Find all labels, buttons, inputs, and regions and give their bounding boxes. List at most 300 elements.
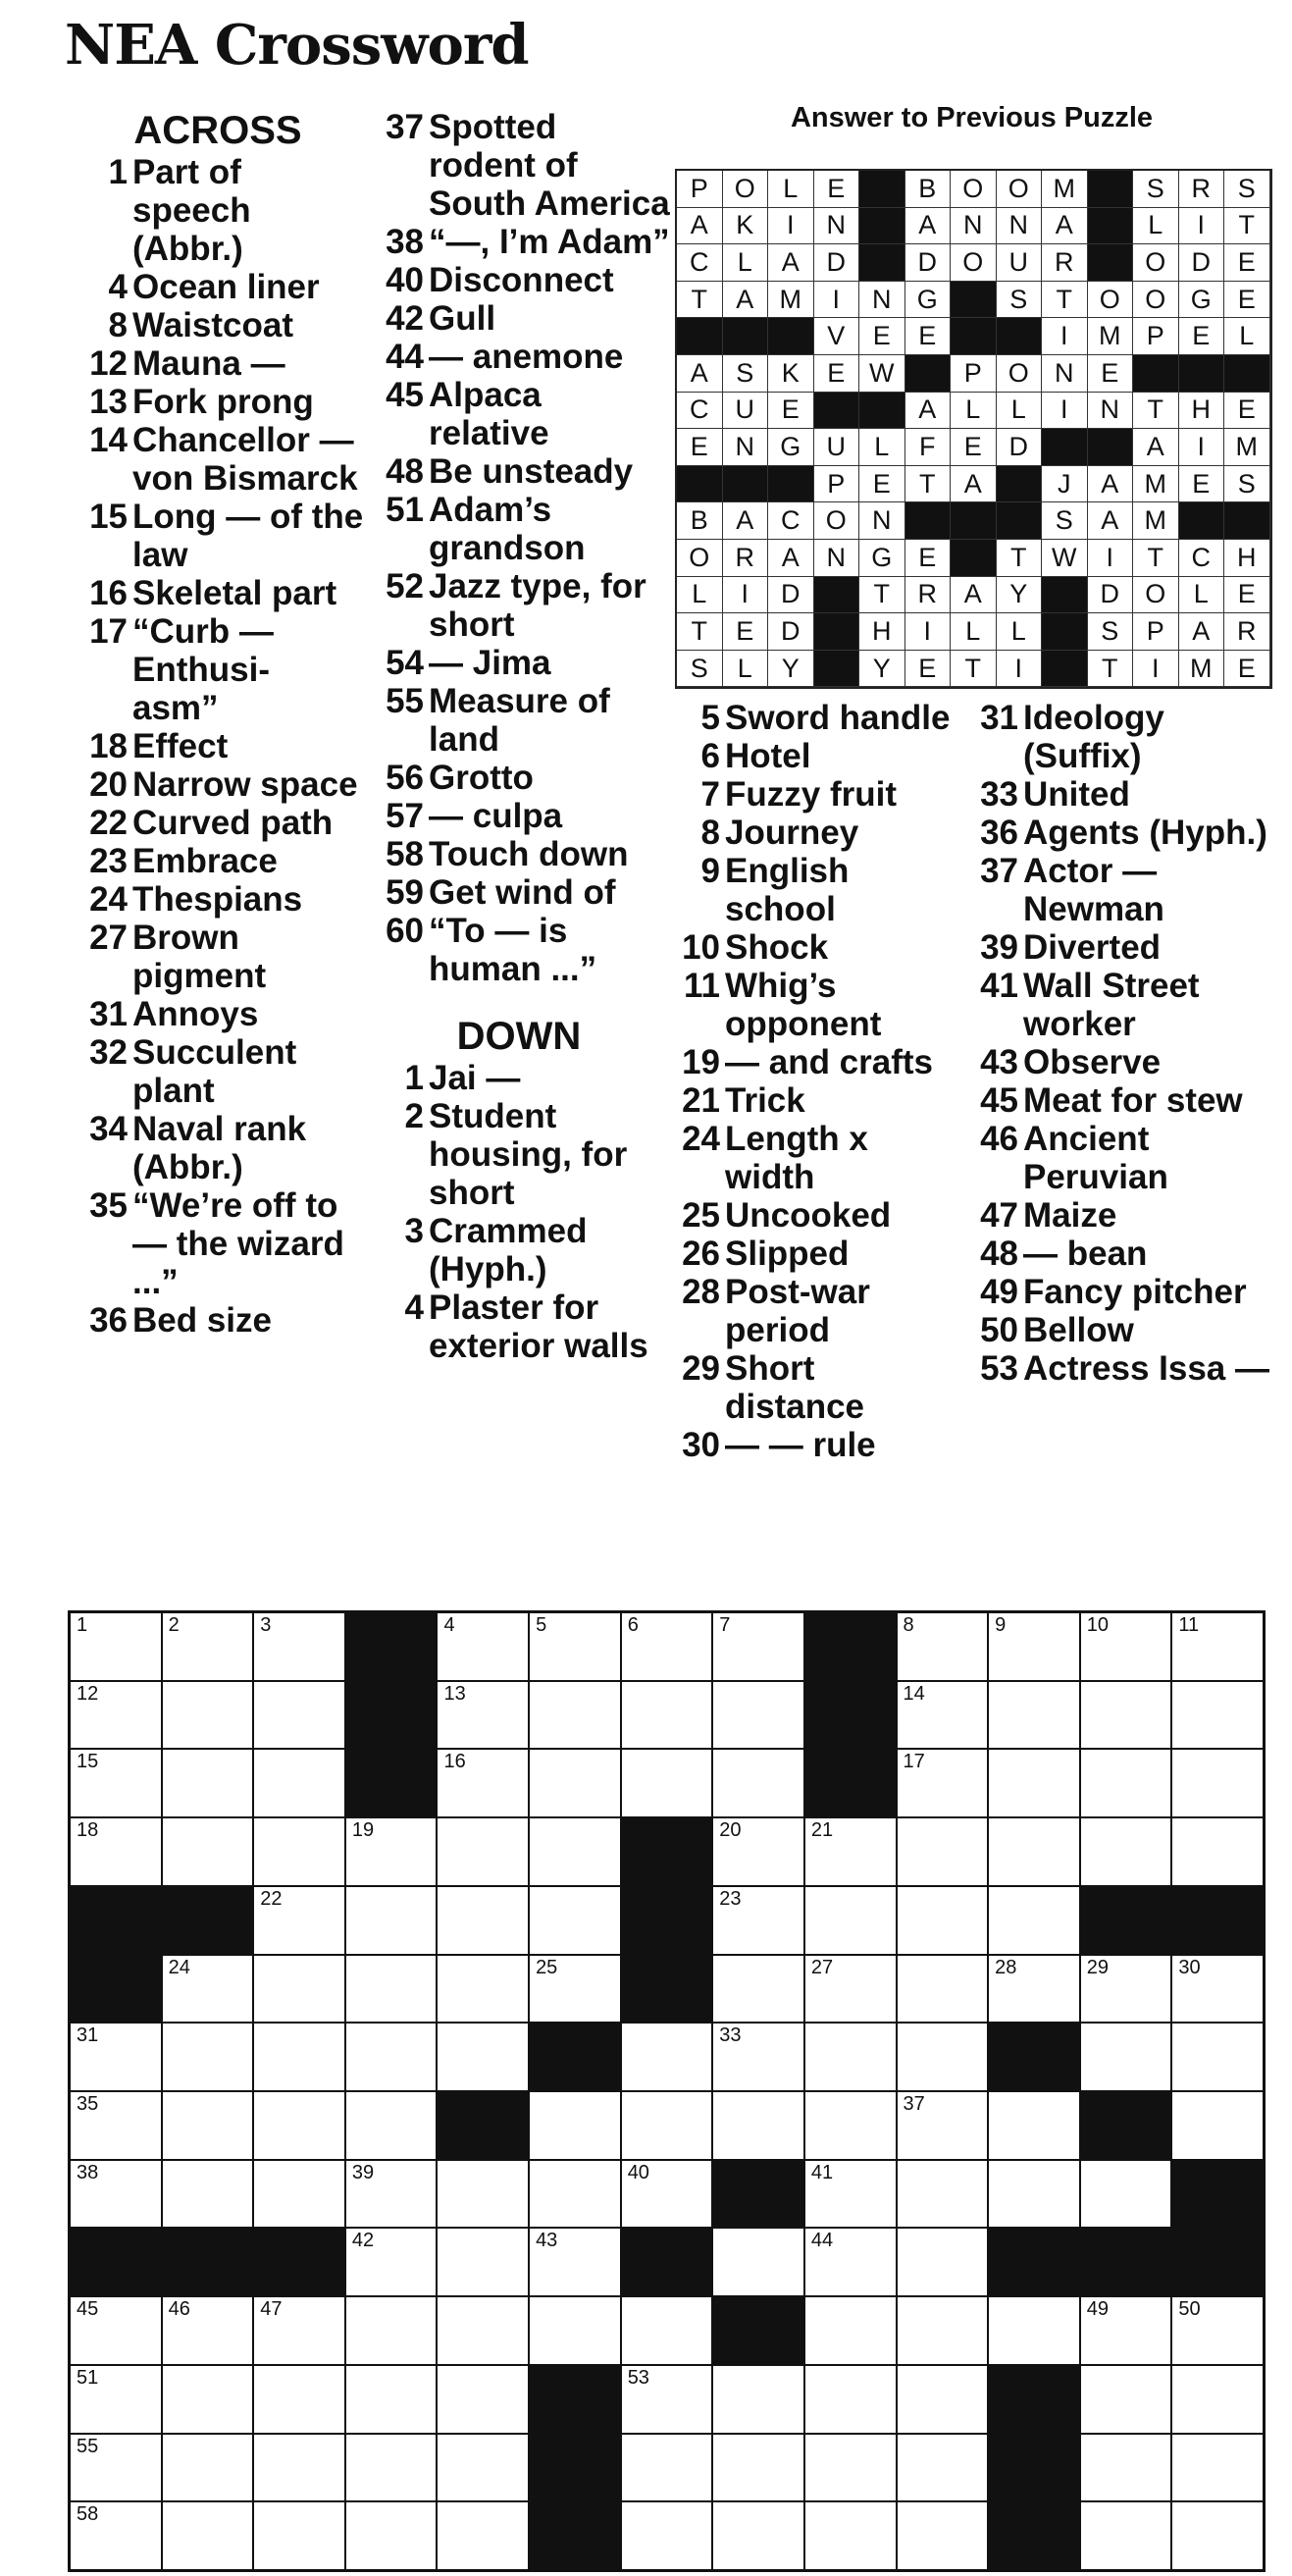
- clue-number: 49: [980, 1273, 1018, 1311]
- grid-cell[interactable]: [1081, 2024, 1171, 2090]
- answer-cell: A: [677, 208, 723, 245]
- grid-cell[interactable]: [254, 1750, 344, 1816]
- answer-cell: M: [1224, 429, 1270, 466]
- grid-cell[interactable]: [805, 2366, 896, 2433]
- clue-number: 1: [108, 153, 128, 191]
- cell-number: 25: [536, 1956, 558, 1978]
- black-square: [1172, 2161, 1263, 2228]
- grid-cell[interactable]: [1172, 2366, 1263, 2433]
- grid-cell[interactable]: [898, 1613, 988, 1680]
- grid-cell[interactable]: [438, 1887, 528, 1954]
- grid-cell[interactable]: [530, 1818, 620, 1885]
- answer-cell: E: [723, 613, 769, 651]
- grid-cell[interactable]: [989, 2161, 1079, 2228]
- grid-cell[interactable]: [438, 1818, 528, 1885]
- grid-cell[interactable]: [1081, 1613, 1171, 1680]
- grid-cell[interactable]: [898, 1818, 988, 1885]
- grid-cell[interactable]: [438, 2435, 528, 2501]
- clue-text: Ocean liner: [132, 268, 320, 306]
- grid-cell[interactable]: [1081, 1818, 1171, 1885]
- grid-cell[interactable]: [805, 2161, 896, 2228]
- grid-cell[interactable]: [1081, 2161, 1171, 2228]
- answer-cell: A: [1133, 429, 1179, 466]
- grid-cell[interactable]: [71, 2435, 161, 2501]
- answer-cell: O: [814, 502, 860, 540]
- grid-cell[interactable]: [622, 1750, 712, 1816]
- clue-number: 14: [89, 421, 128, 459]
- grid-cell[interactable]: [163, 2297, 253, 2364]
- grid-cell[interactable]: [1172, 1750, 1263, 1816]
- clue: [663, 1273, 957, 1349]
- grid-cell[interactable]: [71, 2024, 161, 2090]
- clue: [71, 383, 365, 421]
- grid-cell[interactable]: [898, 2024, 988, 2090]
- grid-cell[interactable]: [346, 1956, 437, 2023]
- clue-text: Disconnect: [429, 261, 614, 299]
- grid-cell[interactable]: [1172, 2092, 1263, 2159]
- grid-cell[interactable]: [438, 2366, 528, 2433]
- clue: [367, 682, 671, 759]
- grid-cell[interactable]: [805, 2297, 896, 2364]
- grid-cell[interactable]: [1172, 1956, 1263, 2023]
- grid-cell[interactable]: [1081, 2435, 1171, 2501]
- grid-cell[interactable]: [346, 2161, 437, 2228]
- cell-number: 9: [995, 1614, 1007, 1636]
- grid-cell[interactable]: [346, 2024, 437, 2090]
- grid-cell[interactable]: [163, 1613, 253, 1680]
- grid-cell[interactable]: [898, 1956, 988, 2023]
- grid-cell[interactable]: [346, 2229, 437, 2295]
- cell-number: 31: [77, 2024, 99, 2047]
- grid-cell[interactable]: [713, 2024, 803, 2090]
- clue-text: “We’re off to — the wizard ...”: [132, 1186, 344, 1301]
- grid-cell[interactable]: [346, 1818, 437, 1885]
- clue-number: 4: [108, 268, 128, 306]
- clue-text: Sword handle: [725, 699, 951, 737]
- grid-cell[interactable]: [805, 2502, 896, 2569]
- grid-cell[interactable]: [254, 2092, 344, 2159]
- clue-text: Narrow space: [132, 765, 358, 804]
- answer-cell: I: [1133, 651, 1179, 688]
- answer-cell: P: [677, 171, 723, 208]
- cell-number: 12: [77, 1682, 99, 1705]
- clue-number: 60: [386, 912, 424, 950]
- clue-number: 10: [682, 928, 720, 967]
- clue-text: Get wind of: [429, 873, 616, 912]
- grid-cell[interactable]: [530, 2297, 620, 2364]
- clue-text: Trick: [725, 1081, 805, 1120]
- grid-cell[interactable]: [805, 2092, 896, 2159]
- grid-cell[interactable]: [346, 1887, 437, 1954]
- grid-cell[interactable]: [1172, 2435, 1263, 2501]
- clue-text: Length x width: [725, 1120, 868, 1196]
- answer-cell: O: [1133, 577, 1179, 614]
- answer-cell: M: [1133, 502, 1179, 540]
- black-square: [805, 1750, 896, 1816]
- clue-number: 18: [89, 727, 128, 765]
- grid-cell[interactable]: [530, 1956, 620, 2023]
- grid-cell[interactable]: [1081, 2297, 1171, 2364]
- answer-cell: C: [1179, 540, 1225, 577]
- grid-cell[interactable]: [622, 1613, 712, 1680]
- grid-cell[interactable]: [346, 2297, 437, 2364]
- clue: [961, 775, 1270, 814]
- grid-cell[interactable]: [713, 1887, 803, 1954]
- clue-number: 48: [980, 1235, 1018, 1273]
- grid-cell[interactable]: [163, 2161, 253, 2228]
- grid-cell[interactable]: [622, 2502, 712, 2569]
- grid-cell[interactable]: [346, 2366, 437, 2433]
- grid-cell[interactable]: [254, 2297, 344, 2364]
- clue: [367, 261, 671, 299]
- answer-black-cell: [859, 393, 905, 430]
- answer-black-cell: [1224, 355, 1270, 393]
- grid-cell[interactable]: [254, 1956, 344, 2023]
- answer-cell: L: [1224, 318, 1270, 355]
- clue: [663, 775, 957, 814]
- answer-cell: I: [997, 651, 1043, 688]
- clue-number: 53: [980, 1349, 1018, 1388]
- clue-number: 6: [700, 737, 720, 775]
- clue: [961, 1120, 1270, 1196]
- answer-cell: I: [723, 577, 769, 614]
- clue-number: 24: [89, 880, 128, 919]
- answer-cell: P: [1133, 318, 1179, 355]
- grid-cell[interactable]: [530, 2161, 620, 2228]
- clue-text: Alpaca relative: [429, 376, 549, 452]
- cell-number: 45: [77, 2298, 99, 2321]
- clue: [663, 1081, 957, 1120]
- grid-cell[interactable]: [438, 2502, 528, 2569]
- black-square: [346, 1750, 437, 1816]
- grid-cell[interactable]: [805, 2435, 896, 2501]
- grid-cell[interactable]: [713, 2092, 803, 2159]
- grid-cell[interactable]: [898, 2092, 988, 2159]
- answer-cell: A: [905, 393, 952, 430]
- clue-number: 20: [89, 765, 128, 804]
- clue: [71, 727, 365, 765]
- grid-cell[interactable]: [989, 2297, 1079, 2364]
- grid-cell[interactable]: [898, 1750, 988, 1816]
- clue: [71, 1186, 365, 1301]
- clue-number: 46: [980, 1120, 1018, 1158]
- clue-number: 12: [89, 344, 128, 383]
- grid-cell[interactable]: [438, 2297, 528, 2364]
- answer-cell: P: [951, 355, 997, 393]
- answer-cell: L: [859, 429, 905, 466]
- clue: [367, 223, 671, 261]
- clue-text: Ancient Peruvian: [1023, 1120, 1168, 1196]
- grid-cell[interactable]: [530, 1682, 620, 1749]
- clue-number: 25: [682, 1196, 720, 1235]
- grid-cell[interactable]: [530, 2229, 620, 2295]
- black-square: [713, 2297, 803, 2364]
- answer-black-cell: [951, 502, 997, 540]
- grid-cell[interactable]: [438, 2161, 528, 2228]
- clue-text: Measure of land: [429, 682, 610, 759]
- grid-cell[interactable]: [713, 1956, 803, 2023]
- grid-cell[interactable]: [622, 2366, 712, 2433]
- grid-cell[interactable]: [530, 1613, 620, 1680]
- previous-puzzle-heading: Answer to Previous Puzzle: [790, 102, 1154, 133]
- grid-cell[interactable]: [1172, 2024, 1263, 2090]
- grid-cell[interactable]: [989, 1750, 1079, 1816]
- grid-cell[interactable]: [254, 2024, 344, 2090]
- grid-cell[interactable]: [898, 2435, 988, 2501]
- clue: [71, 765, 365, 804]
- black-square: [1172, 2229, 1263, 2295]
- answer-cell: D: [814, 244, 860, 282]
- grid-cell[interactable]: [71, 2502, 161, 2569]
- grid-cell[interactable]: [713, 2366, 803, 2433]
- grid-cell[interactable]: [805, 1818, 896, 1885]
- answer-black-cell: [677, 466, 723, 503]
- answer-cell: I: [1042, 393, 1088, 430]
- answer-cell: A: [723, 502, 769, 540]
- answer-black-cell: [814, 651, 860, 688]
- grid-cell[interactable]: [989, 1613, 1079, 1680]
- grid-cell[interactable]: [163, 1956, 253, 2023]
- grid-cell[interactable]: [1172, 2502, 1263, 2569]
- grid-cell[interactable]: [438, 1956, 528, 2023]
- grid-cell[interactable]: [254, 2161, 344, 2228]
- grid-cell[interactable]: [530, 2092, 620, 2159]
- down-clue-list-2: [367, 1059, 671, 1365]
- clue: [367, 644, 671, 682]
- answer-cell: O: [1133, 244, 1179, 282]
- grid-cell[interactable]: [713, 1613, 803, 1680]
- clue: [71, 1033, 365, 1110]
- grid-cell[interactable]: [163, 1818, 253, 1885]
- cell-number: 28: [995, 1956, 1017, 1978]
- answer-cell: L: [677, 577, 723, 614]
- grid-cell[interactable]: [71, 2366, 161, 2433]
- grid-cell[interactable]: [989, 1682, 1079, 1749]
- grid-cell[interactable]: [530, 1750, 620, 1816]
- answer-cell: U: [814, 429, 860, 466]
- answer-cell: D: [997, 429, 1043, 466]
- cell-number: 40: [627, 2161, 649, 2183]
- grid-cell[interactable]: [989, 1887, 1079, 1954]
- grid-cell[interactable]: [163, 2092, 253, 2159]
- grid-cell[interactable]: [254, 2435, 344, 2501]
- black-square: [71, 2229, 161, 2295]
- answer-cell: L: [997, 393, 1043, 430]
- cell-number: 19: [351, 1819, 375, 1842]
- grid-cell[interactable]: [71, 1682, 161, 1749]
- clue-text: Student housing, for short: [429, 1097, 628, 1212]
- grid-cell[interactable]: [346, 2092, 437, 2159]
- grid-cell[interactable]: [622, 1682, 712, 1749]
- grid-cell[interactable]: [713, 2229, 803, 2295]
- clue-text: Whig’s opponent: [725, 967, 882, 1043]
- answer-cell: N: [723, 429, 769, 466]
- grid-cell[interactable]: [438, 1750, 528, 1816]
- grid-cell[interactable]: [898, 2502, 988, 2569]
- answer-black-cell: [1042, 429, 1088, 466]
- grid-cell[interactable]: [898, 2161, 988, 2228]
- grid-cell[interactable]: [1172, 1818, 1263, 1885]
- grid-cell[interactable]: [898, 2297, 988, 2364]
- clue: [663, 1120, 957, 1196]
- grid-cell[interactable]: [71, 1613, 161, 1680]
- cell-number: 43: [536, 2230, 558, 2252]
- grid-cell[interactable]: [163, 2366, 253, 2433]
- grid-cell[interactable]: [346, 2502, 437, 2569]
- clue-text: Uncooked: [725, 1196, 892, 1235]
- answer-black-cell: [951, 282, 997, 319]
- grid-cell[interactable]: [438, 1682, 528, 1749]
- grid-cell[interactable]: [1081, 2502, 1171, 2569]
- grid-cell[interactable]: [438, 2229, 528, 2295]
- grid-cell[interactable]: [1172, 1613, 1263, 1680]
- answer-cell: M: [1179, 651, 1225, 688]
- grid-cell[interactable]: [1081, 1682, 1171, 1749]
- answer-cell: T: [1088, 651, 1134, 688]
- answer-cell: E: [768, 393, 814, 430]
- grid-cell[interactable]: [163, 2024, 253, 2090]
- black-square: [622, 1818, 712, 1885]
- answer-cell: T: [1133, 393, 1179, 430]
- across-column-2: [367, 108, 671, 1365]
- clue-number: 5: [700, 699, 720, 737]
- clue-text: Part of speech (Abbr.): [132, 153, 251, 268]
- grid-cell[interactable]: [898, 1682, 988, 1749]
- cell-number: 49: [1086, 2298, 1110, 2321]
- grid-cell[interactable]: [805, 1887, 896, 1954]
- black-square: [254, 2229, 344, 2295]
- clue-text: “—, I’m Adam”: [429, 223, 670, 261]
- grid-cell[interactable]: [254, 1613, 344, 1680]
- black-square: [989, 2502, 1079, 2569]
- grid-cell[interactable]: [71, 2297, 161, 2364]
- black-square: [163, 1887, 253, 1954]
- clue: [71, 1110, 365, 1186]
- grid-cell[interactable]: [898, 2229, 988, 2295]
- grid-cell[interactable]: [989, 1956, 1079, 2023]
- grid-cell[interactable]: [163, 2435, 253, 2501]
- grid-cell[interactable]: [530, 1887, 620, 1954]
- grid-cell[interactable]: [254, 1818, 344, 1885]
- cell-number: 47: [260, 2298, 283, 2321]
- grid-cell[interactable]: [713, 2502, 803, 2569]
- grid-cell[interactable]: [1081, 2366, 1171, 2433]
- grid-cell[interactable]: [713, 1750, 803, 1816]
- clue: [367, 376, 671, 452]
- answer-cell: N: [814, 208, 860, 245]
- grid-cell[interactable]: [622, 2092, 712, 2159]
- grid-cell[interactable]: [254, 2502, 344, 2569]
- answer-cell: S: [997, 282, 1043, 319]
- answer-cell: H: [859, 613, 905, 651]
- clue: [71, 344, 365, 383]
- black-square: [989, 2229, 1079, 2295]
- clue-number: 43: [980, 1043, 1018, 1081]
- grid-cell[interactable]: [898, 1887, 988, 1954]
- grid-cell[interactable]: [163, 1750, 253, 1816]
- answer-cell: A: [768, 244, 814, 282]
- grid-cell[interactable]: [71, 1750, 161, 1816]
- clue: [71, 842, 365, 880]
- answer-cell: I: [1088, 540, 1134, 577]
- grid-cell[interactable]: [163, 1682, 253, 1749]
- clue-text: — bean: [1023, 1235, 1148, 1273]
- clue-text: Bed size: [132, 1301, 272, 1340]
- clue-number: 32: [89, 1033, 128, 1072]
- grid-cell[interactable]: [898, 2366, 988, 2433]
- grid-cell[interactable]: [71, 2161, 161, 2228]
- black-square: [1081, 2229, 1171, 2295]
- answer-cell: A: [1179, 613, 1225, 651]
- across-clue-list-1: [71, 153, 365, 1340]
- clue: [663, 928, 957, 967]
- cell-number: 53: [627, 2366, 649, 2389]
- grid-cell[interactable]: [1081, 1956, 1171, 2023]
- grid-cell[interactable]: [163, 2502, 253, 2569]
- grid-cell[interactable]: [713, 1682, 803, 1749]
- grid-cell[interactable]: [713, 2435, 803, 2501]
- answer-cell: N: [1088, 393, 1134, 430]
- grid-cell[interactable]: [71, 1818, 161, 1885]
- clue-number: 8: [108, 306, 128, 344]
- grid-cell[interactable]: [438, 2024, 528, 2090]
- answer-cell: D: [768, 613, 814, 651]
- grid-cell[interactable]: [1172, 2297, 1263, 2364]
- grid-cell[interactable]: [805, 2229, 896, 2295]
- clue-text: Fancy pitcher: [1023, 1273, 1247, 1311]
- grid-cell[interactable]: [622, 2297, 712, 2364]
- clue-number: 42: [386, 299, 424, 338]
- cell-number: 41: [810, 2161, 834, 2183]
- grid-cell[interactable]: [622, 2435, 712, 2501]
- clue-number: 21: [682, 1081, 720, 1120]
- clue: [961, 852, 1270, 928]
- clue-text: Effect: [132, 727, 229, 765]
- grid-cell[interactable]: [805, 2024, 896, 2090]
- clue-number: 47: [980, 1196, 1018, 1235]
- down-column-3: [663, 699, 957, 1464]
- answer-cell: O: [951, 171, 997, 208]
- answer-black-cell: [997, 466, 1043, 503]
- clue-text: Jazz type, for short: [429, 567, 646, 644]
- answer-black-cell: [814, 393, 860, 430]
- grid-cell[interactable]: [71, 2092, 161, 2159]
- grid-cell[interactable]: [805, 1956, 896, 2023]
- grid-cell[interactable]: [346, 2435, 437, 2501]
- grid-cell[interactable]: [1172, 1682, 1263, 1749]
- grid-cell[interactable]: [989, 2092, 1079, 2159]
- grid-cell[interactable]: [254, 1887, 344, 1954]
- answer-cell: R: [1042, 244, 1088, 282]
- black-square: [622, 2229, 712, 2295]
- clue-number: 9: [700, 852, 720, 890]
- clue: [663, 852, 957, 928]
- clue-number: 45: [386, 376, 424, 414]
- grid-cell[interactable]: [254, 1682, 344, 1749]
- grid-cell[interactable]: [622, 2161, 712, 2228]
- grid-cell[interactable]: [713, 1818, 803, 1885]
- clue-text: — anemone: [429, 338, 624, 376]
- grid-cell[interactable]: [989, 1818, 1079, 1885]
- clue-number: 51: [386, 491, 424, 529]
- grid-cell[interactable]: [254, 2366, 344, 2433]
- clue-text: Adam’s grandson: [429, 491, 586, 567]
- grid-cell[interactable]: [1081, 1750, 1171, 1816]
- grid-cell[interactable]: [622, 2024, 712, 2090]
- grid-cell[interactable]: [438, 1613, 528, 1680]
- clue-text: Hotel: [725, 737, 811, 775]
- clue-text: Actor — Newman: [1023, 852, 1164, 928]
